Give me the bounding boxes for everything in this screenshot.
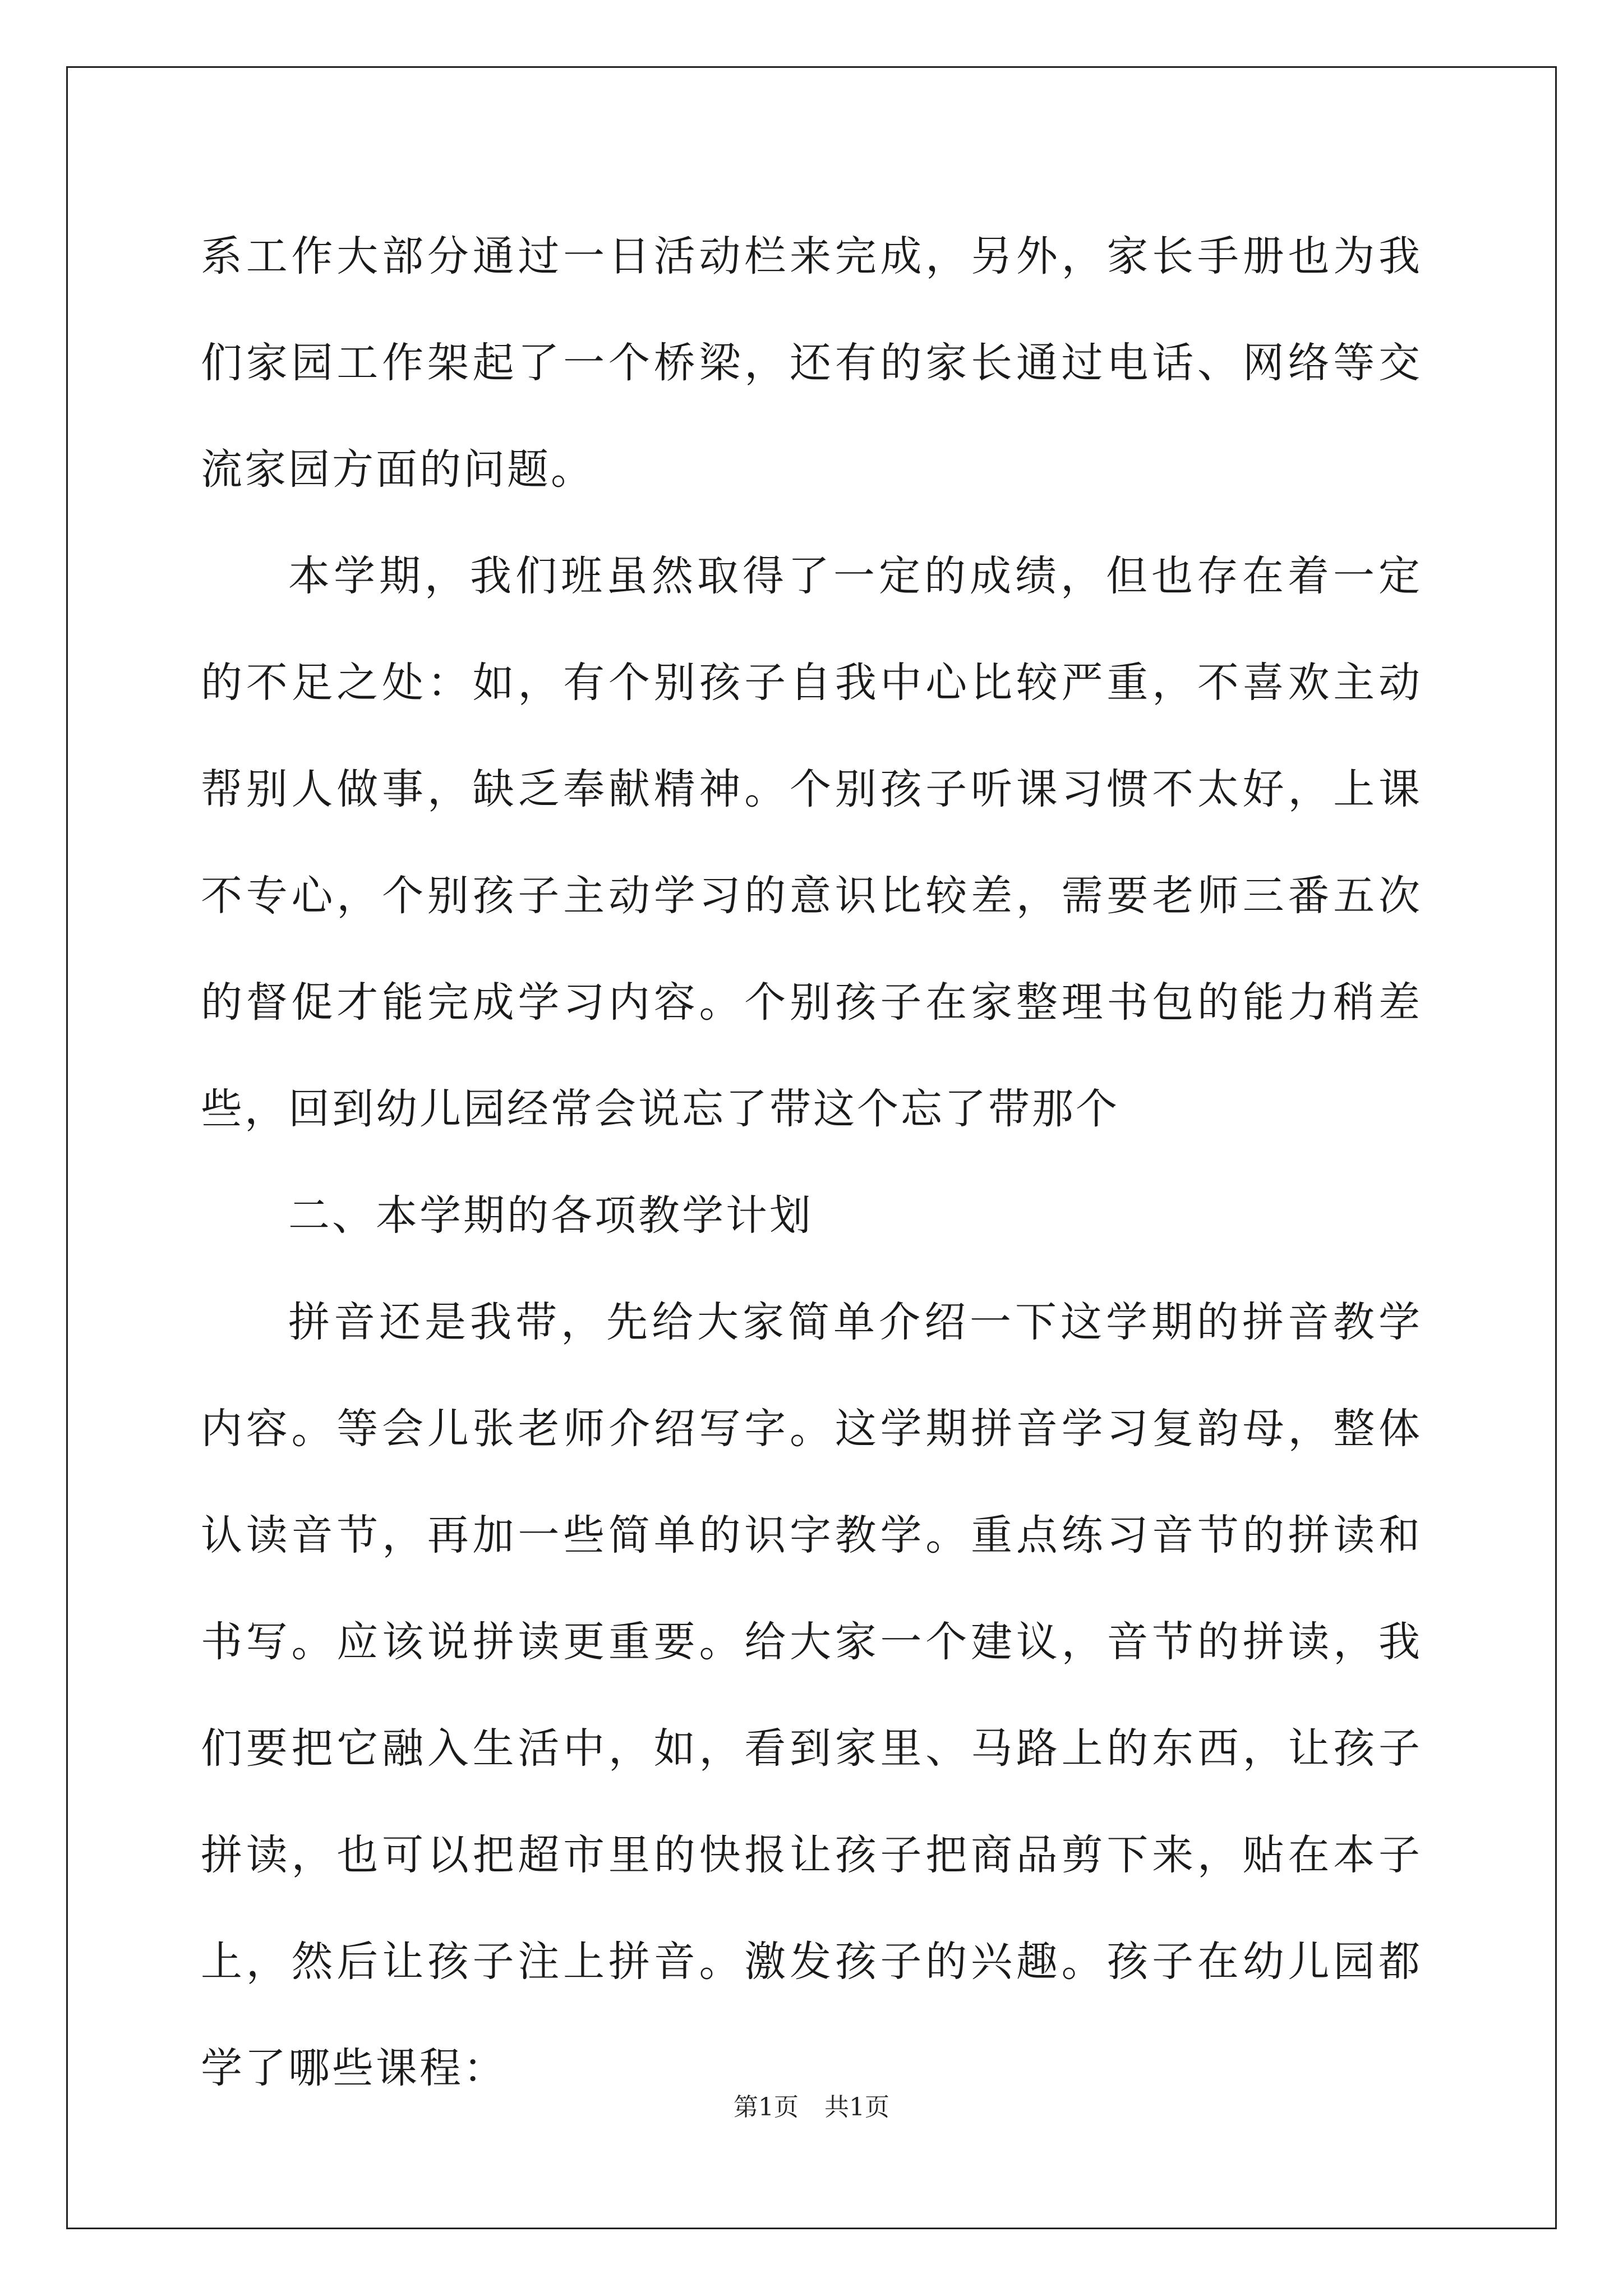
paragraph-shortcomings: 本学期，我们班虽然取得了一定的成绩，但也存在着一定的不足之处：如，有个别孩子自我中心比较严重，不喜欢主动帮别人做事，缺乏奉献精神。个别孩子听课习惯不太好，上课不专心，个别孩子主动学习的意识比较差，需要老师三番五次的督促才能完成学习内容。个别孩子在家整理书包的能力稍差些，回到幼儿园经常会说忘了带这个忘了带那个: [201, 552, 1422, 1133]
paragraph-home-school-communication: 系工作大部分通过一日活动栏来完成，另外，家长手册也为我们家园工作架起了一个桥梁，还有的家长通过电话、网络等交流家园方面的问题。: [201, 232, 1422, 494]
page-footer: [0, 2087, 1623, 2123]
page-total: 共1页: [824, 2093, 889, 2122]
page-number: 第1页: [734, 2093, 799, 2122]
document-body: [201, 203, 1422, 2122]
paragraph-pinyin-teaching: 拼音还是我带，先给大家简单介绍一下这学期的拼音教学内容。等会儿张老师介绍写字。这学期拼音学习复韵母，整体认读音节，再加一些简单的识字教学。重点练习音节的拼读和书写。应该说拼读更重要。给大家一个建议，音节的拼读，我们要把它融入生活中，如，看到家里、马路上的东西，让孩子拼读，也可以把超市里的快报让孩子把商品剪下来，贴在本子上，然后让孩子注上拼音。激发孩子的兴趣。孩子在幼儿园都学了哪些课程：: [201, 1298, 1422, 2092]
section-heading-teaching-plan: 二、本学期的各项教学计划: [288, 1191, 813, 1240]
